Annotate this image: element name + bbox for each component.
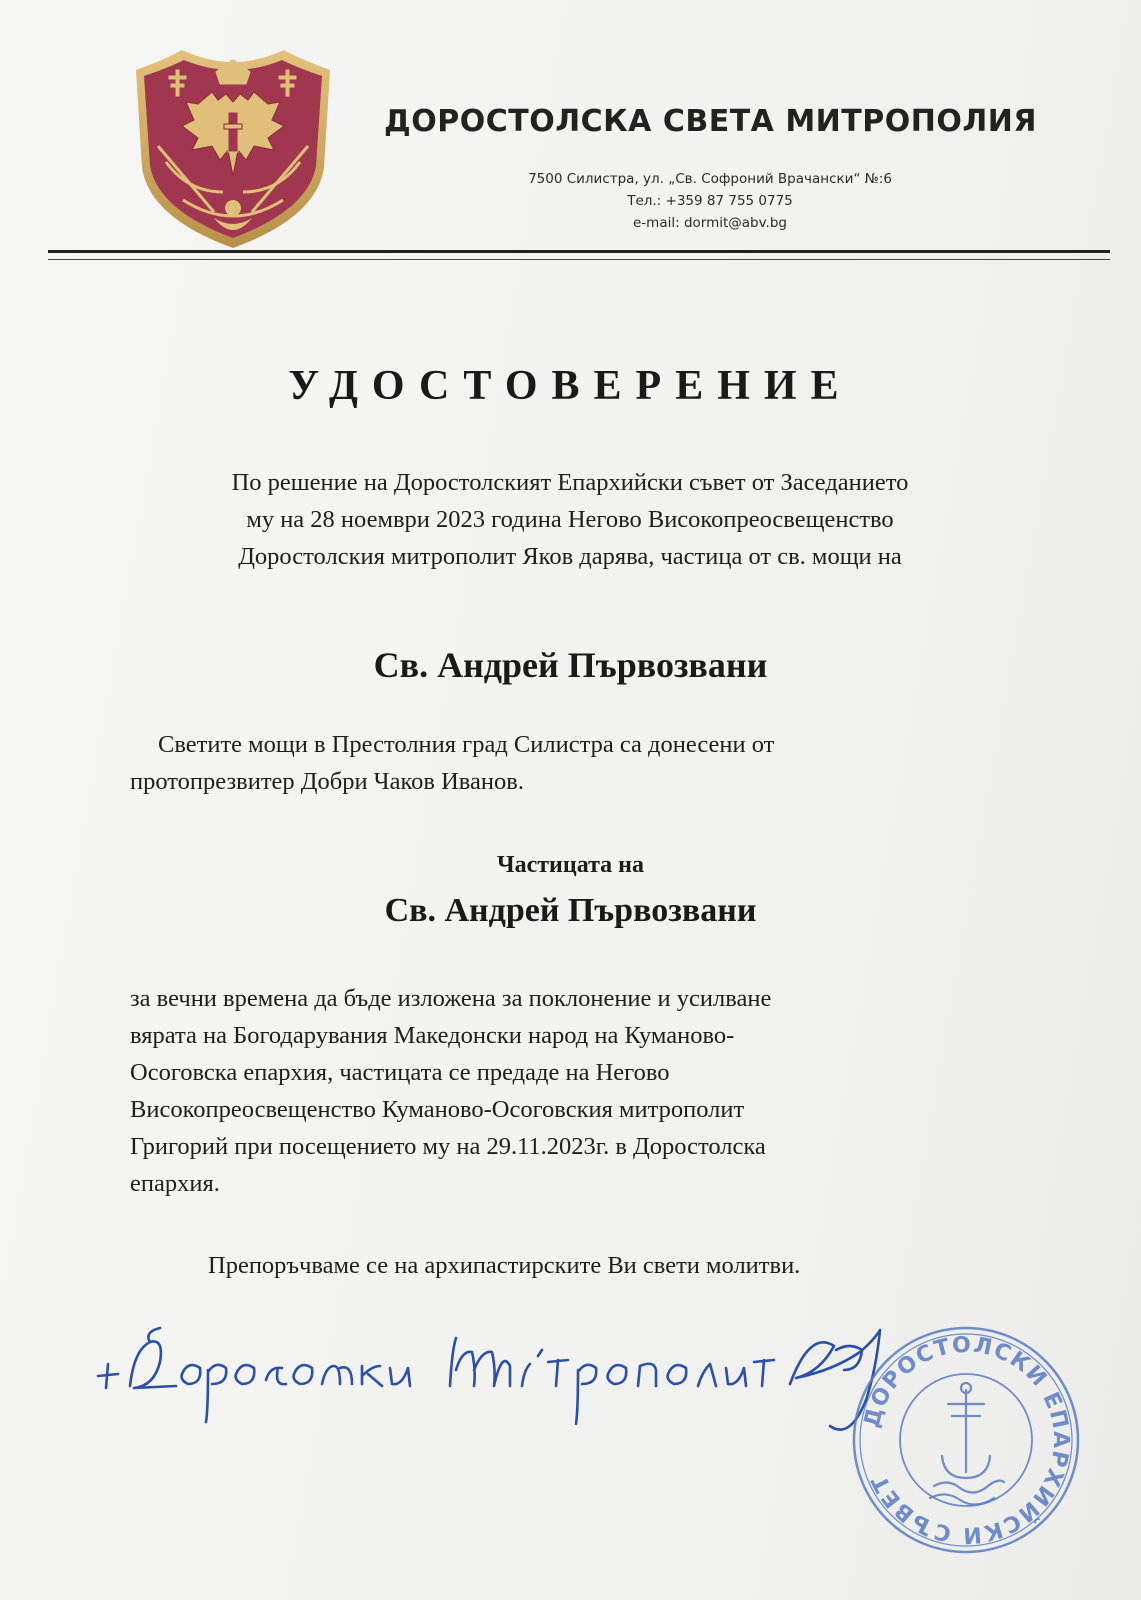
saint-name-heading-2: Св. Андрей Първозвани [384,892,757,929]
header-divider-thin [48,259,1110,260]
closing-line: Препоръчваме се на архипастирските Ви свети молитви. [208,1252,801,1279]
particle-label: Частицата на [497,852,644,878]
handwritten-signature [90,1290,910,1440]
intro-paragraph [120,464,1020,575]
body-line: Високопреосвещенство Куманово-Осоговския митрополит [130,1096,745,1123]
organization-name: ДОРОСТОЛСКА СВЕТА МИТРОПОЛИЯ [384,104,1037,139]
intro-line: По решение на Доростолският Епархийски съвет от Заседанието [231,469,909,496]
body-line: Григорий при посещението му на 29.11.2023г. в Доростолска [130,1133,766,1160]
body-line: вярата на Богодарувания Македонски народ на Куманово- [130,1022,735,1049]
relics-line: Светите мощи в Престолния град Силистра са донесени от [158,731,775,758]
body-line: епархия. [130,1170,220,1197]
main-paragraph [130,980,1030,1202]
saint-name-heading: Св. Андрей Първозвани [373,645,768,685]
intro-line: му на 28 ноември 2023 година Негово Високопреосвещенство [246,506,894,533]
relics-line: протопрезвитер Добри Чаков Иванов. [130,768,524,795]
header-divider-thick [48,250,1110,253]
document-title: УДОСТОВЕРЕНИЕ [288,363,853,409]
relics-paragraph [130,726,1030,800]
body-line: за вечни времена да бъде изложена за поклонение и усилване [130,985,772,1012]
coat-of-arms-logo [128,42,338,254]
contact-block [500,168,920,234]
svg-text:ДОРОСТОЛСКИ ЕПАРХИЙСКИ СЪВЕТ: ДОРОСТОЛСКИ ЕПАРХИЙСКИ СЪВЕТ [859,1332,1074,1548]
body-line: Осоговска епархия, частицата се предаде на Негово [130,1059,670,1086]
intro-line: Доростолския митрополит Яков дарява, частица от св. мощи на [238,543,902,570]
email-line: e-mail: dormit@abv.bg [633,215,787,231]
phone-line: Тел.: +359 87 755 0775 [627,193,793,209]
round-seal-stamp [848,1322,1084,1558]
address-line: 7500 Силистра, ул. „Св. Софроний Врачански“ №:6 [528,171,892,187]
